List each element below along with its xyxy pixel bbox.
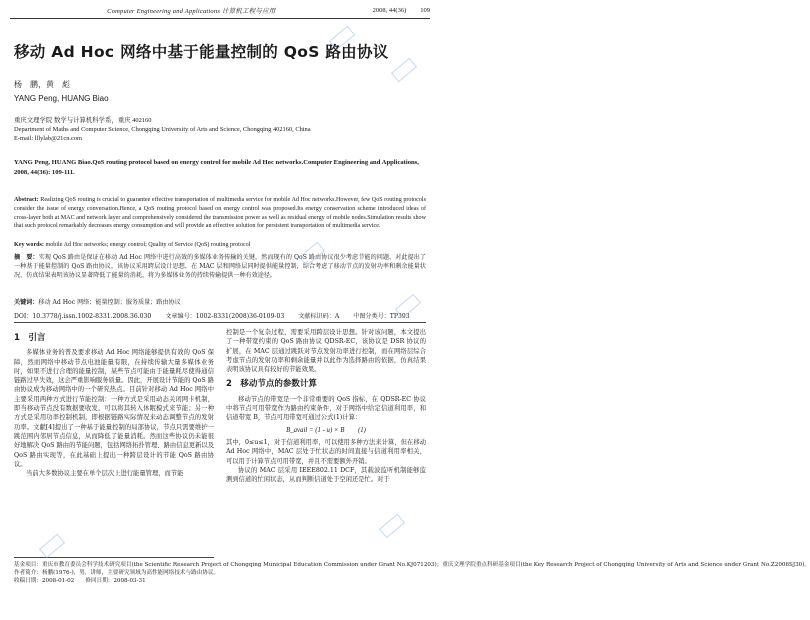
ckeywords-label: 关键词： <box>14 299 39 306</box>
bandwidth-formula: B_avail = (1 - u) × B (1) <box>286 426 366 434</box>
ckeywords-text: 移动 Ad Hoc 网络；能量控制；服务质量；路由协议 <box>38 299 181 306</box>
section-heading-intro: 1 引言 <box>14 333 46 343</box>
meta-rule <box>14 322 426 323</box>
keywords-chinese <box>14 299 426 308</box>
authors-chinese: 杨 鹏，黄 彪 <box>14 80 70 89</box>
running-header <box>10 2 430 18</box>
footnote-funding: 基金项目：重庆市教育委员会科学技术研究项目(the Scientific Research Project of Chongqing Municipal Education Commission under Grant No.KJ071203)；重庆文理学院重点科研基金项目(the Key Research Project of Chongqing University of Arts and Science under Grant No.Z2006SJ30)。 <box>14 562 810 568</box>
cabstract-label: 摘 要： <box>14 254 39 261</box>
section-heading-params: 2 移动节点的参数计算 <box>226 379 317 390</box>
author-email: E-mail: lllylab@21cn.com <box>14 135 83 143</box>
intro-paragraph-2: 当前大多数协议主要在单个层次上进行能量管理，而节能 <box>26 470 184 478</box>
footnote-author: 作者简介：杨鹏(1976-)，男，讲师，主要研究领域为高性能网络技术与路由协议。 <box>14 570 220 576</box>
watermark-stamp <box>379 514 405 539</box>
page-number: 109 <box>420 6 430 14</box>
classification-number: 中图分类号：TP393 <box>353 313 410 320</box>
journal-name: Computer Engineering and Applications 计算机工程与应用 <box>107 7 276 15</box>
issue-info: 2008, 44(36) <box>372 6 407 14</box>
affiliation-block <box>14 116 426 144</box>
watermark-stamp <box>39 534 65 559</box>
abstract-text: Realizing QoS routing is crucial to guarantee effective transportation of multimedia service for mobile Ad Hoc networks.However, few QoS routing protocols consider the issue of energy conversation.Hence, a QoS routing protocol based on energy control was proposed.Its energy conservation scheme introduced ideas of cross-layer both at MAC and network layer and comprehensively considered the transmission power as well as residual energy of mobile nodes.Simulation results show that such protocol remarkably decreases energy consumption and will provide an effective solution for persistent transportation of multimedia service. <box>14 197 426 230</box>
citation: YANG Peng, HUANG Biao.QoS routing protocol based on energy control for mobile Ad Hoc networks.Computer Engineering and Applications, 2008, 44(36): 109-111. <box>14 159 419 176</box>
abstract-chinese <box>14 254 426 280</box>
intro-continued: 控制是一个复杂过程，需要采用跨层设计思想。针对该问题，本文提出了一种带宽约束的 QoS 路由协议 QDSR-EC，该协议是 DSR 协议的扩展，在 MAC 层通过跳跃对节点发射功率进行控制，而在网络层综合考虑节点的发射功率和剩余能量并以此作为选择路由的依据，仿真结果表明该协议具有较好的节能效果。 <box>226 329 426 374</box>
affiliation-en: Department of Maths and Computer Science, Chongqing University of Arts and Science, Chongqing 402160, China <box>14 126 311 134</box>
footnotes <box>14 561 810 585</box>
keywords-english <box>14 241 426 250</box>
paper-title: 移动 Ad Hoc 网络中基于能量控制的 QoS 路由协议 <box>14 43 389 61</box>
keywords-text: mobile Ad Hoc networks; energy control; Quality of Service (QoS) routing protocol <box>45 242 251 248</box>
footnote-dates: 收稿日期：2008-01-02 修回日期：2008-03-31 <box>14 578 146 584</box>
intro-paragraph: 多媒体业务的普及要求移动 Ad Hoc 网络能够提供有效的 QoS 保障，然而网络中移动节点电池能量有限，在持续传输大量多媒体业务时，如果不进行合理的能量控制，某些节点可能由于能量耗尽使得通信链路过早失效，这会严重影响服务质量。因此，开展设计节能的 QoS 路由协议成为移动网络中的一个研究热点。目前针对移动 Ad Hoc 网络中主要采用两种方式进行节能控制：一种方式是采用动态关闭网卡机制，即当移动节点没有数据要收发，可以将其转入休眠模式来节能；另一种方式是采用功率控制机制，即根据链路实际情况来动态调整节点的发射功率。文献[4]提出了一种基于能量控制的局部协议，节点只需要维护一跳范围内邻居节点信息，从而降低了能量消耗。然而这些协议仍未能很好地解决 QoS 路由的节能问题，包括网络拓扑管理、路由信息更新以及 QoS 路由实现等，在此基础上提出一种跨层设计的节能 QoS 路由协议。 <box>14 349 214 468</box>
header-rule <box>10 18 430 19</box>
params-paragraph: 移动节点的带宽是一个非常重要的 QoS 指标，在 QDSR-EC 协议中将节点可用带宽作为路由约束条件，对于网络中给定信道利用率，和信道带宽 B，节点可用带宽可通过公式(1)计算： <box>226 395 426 422</box>
footnote-rule <box>14 557 214 558</box>
article-number: 文章编号：1002-8331(2008)36-0109-03 <box>165 313 285 320</box>
params-paragraph-2: 其中，0≤u≤1，对于信道利用率，可以使用多种方法来计算，但在移动 Ad Hoc 网络中，MAC 层处于忙状态的时间直接与信道利用率相关，可以用于计算节点可用带宽，并且不需要额外开销。 <box>226 438 426 465</box>
left-column <box>14 328 214 478</box>
authors-english: YANG Peng, HUANG Biao <box>14 94 109 103</box>
article-meta <box>14 311 426 320</box>
abstract-english <box>14 196 426 231</box>
document-code: 文献标识码：A <box>298 313 340 320</box>
params-paragraph-3: 协议的 MAC 层采用 IEEE802.11 DCF，其载波监听机制能够监测到信道的忙闲状态，从而判断信道处于空闲还是忙。对于 <box>226 466 426 484</box>
abstract-label: Abstract: <box>14 197 39 203</box>
right-column <box>226 328 426 484</box>
doi: DOI：10.3778/j.issn.1002-8331.2008.36.030 <box>14 313 152 320</box>
cabstract-text: 实现 QoS 路由是保证在移动 Ad Hoc 网络中进行高效的多媒体业务传输的关键，然而现有的 QoS 路由协议很少考虑节能的问题，对此提出了一种基于能量控制的 QoS 路由协议，该协议采用跨层设计思想，在 MAC 层和网络层同时提供能量控制，综合考虑了移动节点的发射功率和剩余能量状况，仿真结果表明该协议显著降低了能量的消耗，将为多媒体业务的持续传输提供一种有效途径。 <box>14 254 427 279</box>
keywords-label: Key words: <box>14 242 44 248</box>
affiliation-cn: 重庆文理学院 数学与计算机科学系，重庆 402160 <box>14 117 152 124</box>
